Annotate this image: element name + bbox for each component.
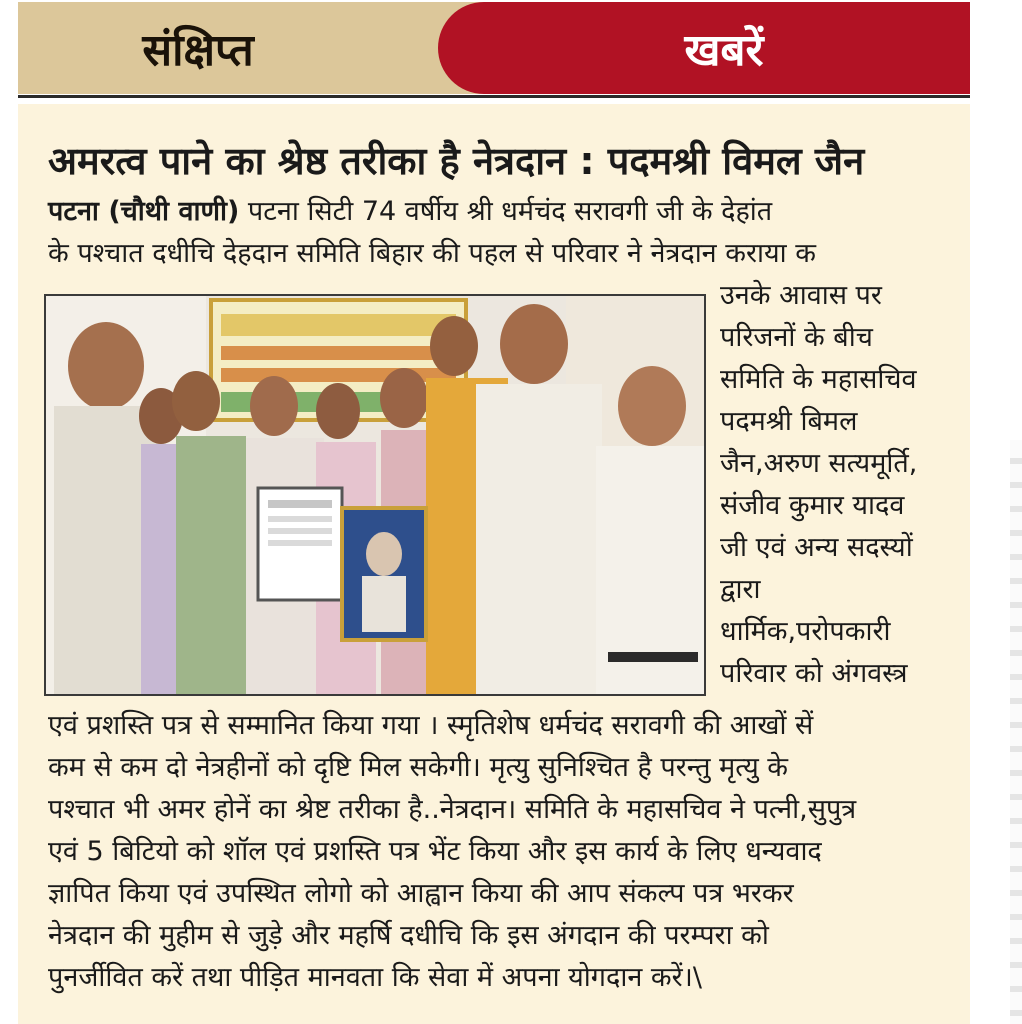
bottom-line-6: नेत्रदान की मुहीम से जुड़े और महर्षि दधीचि कि इस अंगदान की परम्परा को [48, 920, 769, 951]
adjacent-column-edge [1010, 440, 1022, 1024]
photo-illustration [46, 296, 704, 694]
header-divider [18, 95, 970, 98]
bottom-line-1: एवं प्रशस्ति पत्र से सम्मानित किया गया । स्मृतिशेष धर्मचंद सरावगी की आखों सें [48, 710, 814, 741]
article-dateline: पटना (चौथी वाणी) [48, 196, 240, 227]
side-line-6: संजीव कुमार यादव [720, 490, 905, 521]
article-photo [44, 294, 706, 696]
side-line-9: धार्मिक,परोपकारी [720, 616, 891, 647]
article-line-1 [48, 196, 772, 228]
section-title-news: खबरें [684, 25, 764, 76]
bottom-line-2: कम से कम दो नेत्रहीनों को दृष्टि मिल सकेगी। मृत्यु सुनिश्चित है परन्तु मृत्यु के [48, 752, 789, 783]
side-line-1: उनके आवास पर [720, 280, 882, 311]
side-line-10: परिवार को अंगवस्त्र [720, 658, 908, 689]
section-title-brief: संक्षिप्त [142, 25, 254, 76]
section-header-left [18, 2, 498, 94]
side-line-3: समिति के महासचिव [720, 364, 917, 395]
article-line-2: के पश्चात दधीचि देहदान समिति बिहार की पहल से परिवार ने नेत्रदान कराया क [48, 238, 816, 269]
bottom-line-5: ज्ञापित किया एवं उपस्थित लोगो को आह्वान किया की आप संकल्प पत्र भरकर [48, 878, 794, 909]
bottom-line-7: पुनर्जीवित करें तथा पीड़ित मानवता कि सेवा में अपना योगदान करें।\ [48, 962, 703, 993]
article-line-1-text: पटना सिटी 74 वर्षीय श्री धर्मचंद सरावगी जी के देहांत [239, 196, 773, 227]
section-header-right [438, 2, 970, 94]
section-header [18, 2, 970, 94]
bottom-line-4: एवं 5 बिटियो को शॉल एवं प्रशस्ति पत्र भेंट किया और इस कार्य के लिए धन्यवाद [48, 836, 822, 867]
side-line-8: द्वारा [720, 574, 761, 605]
article-headline: अमरत्व पाने का श्रेष्ठ तरीका है नेत्रदान : पदमश्री विमल जैन [48, 139, 865, 183]
side-line-7: जी एवं अन्य सदस्यों [720, 532, 913, 563]
news-article [18, 104, 970, 1024]
side-line-5: जैन,अरुण सत्यमूर्ति, [720, 448, 918, 479]
side-line-2: परिजनों के बीच [720, 322, 873, 353]
bottom-line-3: पश्चात भी अमर होनें का श्रेष्ट तरीका है..नेत्रदान। समिति के महासचिव ने पत्नी,सुपुत्र [48, 794, 857, 825]
side-line-4: पदमश्री बिमल [720, 406, 858, 437]
